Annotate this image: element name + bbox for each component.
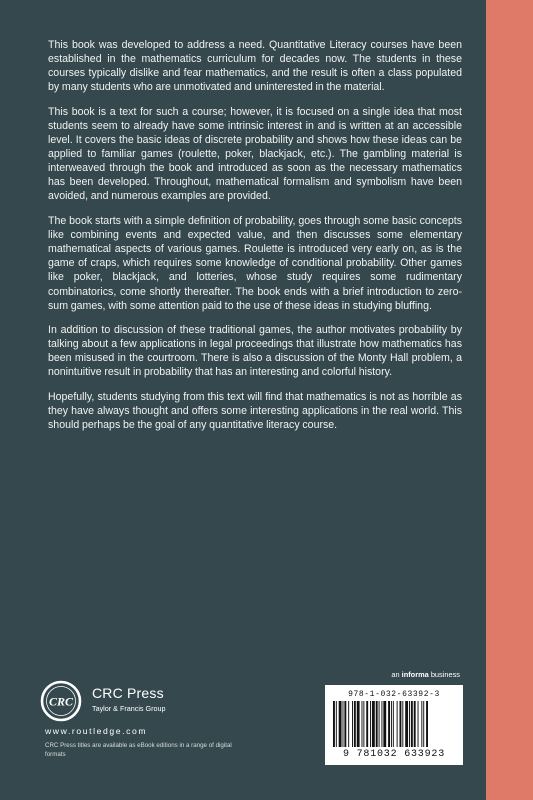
barcode-bar [370, 701, 371, 747]
barcode-bar [426, 701, 428, 747]
blurb-paragraph-1: This book was developed to address a need. Quantitative Literacy courses have been established in the mathematics curriculum for decades now. The students in these courses typically dislike and fear mathematics, and the result is often a class populated by many students who are unmotivated and uninterested in the material. [48, 39, 462, 94]
barcode-bar [388, 701, 390, 747]
barcode-bar [400, 701, 402, 747]
publisher-name: CRC Press [92, 685, 164, 701]
publisher-group: Taylor & Francis Group [92, 704, 166, 713]
barcode-bar [423, 701, 424, 747]
barcode-bar [366, 701, 368, 747]
ebook-availability-note: CRC Press titles are available as eBook editions in a range of digital formats [45, 742, 232, 758]
informa-tagline [391, 670, 460, 679]
barcode-bar [397, 701, 398, 747]
blurb-paragraph-4: In addition to discussion of these traditional games, the author motivates probability by talking about a few applications in legal proceedings that illustrate how mathematics has been misused in the courtroom. There is also a discussion of the Monty Hall problem, a nonintuitive result in probability that has an interesting and colorful history. [48, 324, 462, 379]
barcode-bar [344, 701, 346, 747]
isbn-number: 978-1-032-63392-3 [348, 690, 440, 699]
barcode-bar [357, 701, 360, 747]
barcode-bar [372, 701, 375, 747]
barcode-bar [393, 701, 394, 747]
blurb-paragraph-5: Hopefully, students studying from this text will find that mathematics is not as horrible as they have always thought and offers some interesting applications in the real world. This should perhaps be the goal of any quantitative literacy course. [48, 391, 462, 432]
ean-number: 9 781032 633923 [342, 749, 445, 760]
barcode-bar [414, 701, 416, 747]
blurb-text [48, 38, 462, 443]
barcode-bar [411, 701, 413, 747]
barcode-bar [354, 701, 356, 747]
blurb-paragraph-2: This book is a text for such a course; however, it is focused on a single idea that most students seem to already have some intrinsic interest in and is written at an accessible level. It covers the basic ideas of discrete probability and shows how these ideas can be applied to familiar games (roulette, poker, blackjack, etc.). The gambling material is interweaved through the book and introduced as soon as the necessary mathematics has been developed. Throughout, mathematical formalism and symbolism have been avoided, and numerous examples are provided. [48, 105, 462, 203]
barcode-bar [343, 701, 344, 747]
crc-logo-lettering: CRC [48, 694, 74, 709]
barcode-bar [381, 701, 382, 747]
crc-press-logo-icon [40, 680, 82, 722]
publisher-block [40, 680, 300, 790]
informa-suffix: business [428, 670, 460, 679]
barcode-bar [418, 701, 419, 747]
barcode-bar [402, 701, 403, 747]
barcode-bar [339, 701, 342, 747]
barcode-bar [379, 701, 380, 747]
barcode-bar [362, 701, 363, 747]
barcode-bar [409, 701, 410, 747]
barcode-bar [352, 701, 353, 747]
barcode-bar [421, 701, 422, 747]
barcode-bar [348, 701, 349, 747]
informa-brand: informa [401, 670, 429, 679]
barcode-bars-icon [333, 701, 455, 749]
barcode-bar [391, 701, 392, 747]
barcode-bar [363, 701, 364, 747]
barcode-bar [383, 701, 386, 747]
publisher-website[interactable]: www.routledge.com [45, 726, 148, 736]
spine-color-band [486, 0, 533, 800]
barcode-bar [376, 701, 378, 747]
isbn-barcode [325, 685, 463, 765]
barcode-bar [336, 701, 337, 747]
blurb-paragraph-3: The book starts with a simple definition of probability, goes through some basic concepts like combining events and expected value, and then discusses some elementary mathematical aspects of various games. Roulette is introduced very early on, as is the game of craps, which requires some knowledge of conditional probability. Other games like poker, blackjack, and lotteries, whose study requires some rudimentary combinatorics, come shortly thereafter. The book ends with a brief introduction to zero-sum games, with some attention paid to the use of these ideas in studying bluffing. [48, 215, 462, 312]
barcode-bar [405, 701, 408, 747]
barcode-bar [333, 701, 335, 747]
informa-prefix: an [391, 670, 402, 679]
